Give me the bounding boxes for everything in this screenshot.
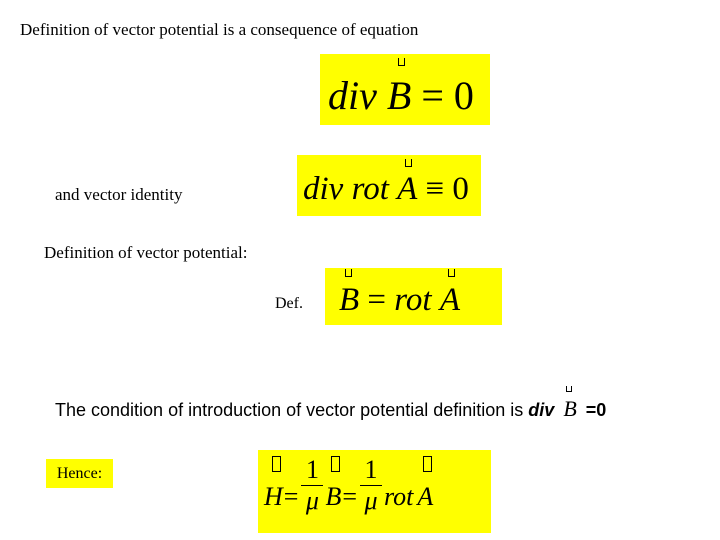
fraction-denominator: μ: [364, 486, 378, 515]
equation-div-rot: [303, 173, 469, 206]
equation-div-rot-box: [297, 155, 481, 216]
zero-rhs: 0: [452, 171, 469, 207]
vector-a: A: [439, 282, 461, 318]
equation-div-b-box: [320, 54, 490, 125]
equals-sign: =: [342, 481, 358, 511]
vector-hat-icon: [448, 269, 455, 277]
rot-operator: rot: [384, 481, 414, 511]
equation-b-rot-box: [325, 268, 502, 325]
vector-b: B: [325, 481, 342, 511]
vector-h: H: [264, 481, 283, 511]
fraction-denominator: μ: [305, 486, 319, 515]
equals-sign: =: [421, 73, 444, 118]
fraction-numerator: 1: [305, 455, 319, 484]
equals-sign: =: [367, 282, 387, 318]
vector-hat-icon: [566, 386, 572, 392]
fraction-one-over-mu: [360, 456, 382, 515]
condition-tail: =0: [585, 400, 607, 420]
div-operator: div: [303, 171, 344, 207]
vector-b: B: [339, 282, 360, 318]
definition-heading: Definition of vector potential:: [44, 243, 248, 262]
vector-b: B: [386, 73, 412, 118]
vector-a: A: [417, 481, 434, 511]
hence-label: Hence:: [46, 459, 113, 488]
rot-operator: rot: [394, 282, 432, 318]
fraction-one-over-mu: [301, 456, 323, 515]
equation-hence-box: [258, 450, 491, 533]
vector-hat-icon: [423, 456, 432, 472]
equation-div-b: [328, 73, 474, 118]
equation-b-rot: [339, 284, 460, 317]
condition-line: [55, 396, 606, 422]
vector-hat-icon: [272, 456, 281, 472]
equation-hence: [264, 456, 433, 515]
condition-text: The condition of introduction of vector potential definition is: [55, 400, 524, 420]
def-label: Def.: [275, 295, 303, 312]
fraction-numerator: 1: [364, 455, 378, 484]
vector-a: A: [397, 171, 418, 207]
definition-text: Definition of vector potential is a consequence of equation: [20, 20, 419, 39]
identity-text: and vector identity: [55, 185, 183, 204]
vector-hat-icon: [345, 269, 352, 277]
vector-hat-icon: [331, 456, 340, 472]
zero-rhs: 0: [453, 73, 474, 118]
vector-hat-icon: [398, 58, 405, 66]
condition-vector-b: B: [563, 396, 577, 421]
equals-sign: =: [283, 481, 299, 511]
div-operator: div: [328, 73, 377, 118]
vector-hat-icon: [405, 159, 412, 167]
identity-sign: ≡: [425, 171, 445, 207]
condition-div: div: [528, 400, 555, 420]
rot-operator: rot: [351, 171, 389, 207]
